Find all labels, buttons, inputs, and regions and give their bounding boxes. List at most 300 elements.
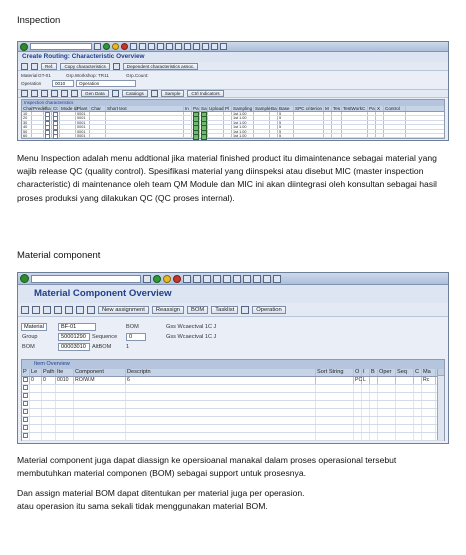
table-cell [90, 112, 106, 115]
new-session-icon[interactable] [193, 43, 200, 50]
exit-icon[interactable] [112, 43, 119, 50]
first-page-icon[interactable] [213, 275, 221, 283]
table-cell [370, 409, 378, 416]
table-cell [324, 112, 332, 115]
application-toolbar [18, 303, 448, 317]
cancel-icon[interactable] [173, 275, 181, 283]
bom-row-label: BOM [22, 344, 35, 350]
table-cell: 1st 1.00 [232, 125, 254, 128]
sort-asc-icon[interactable] [54, 306, 62, 314]
column-header[interactable]: Pa [369, 106, 375, 111]
table-row[interactable] [22, 377, 444, 385]
table-cell [370, 425, 378, 432]
table-cell [354, 401, 362, 408]
column-header[interactable]: I [362, 369, 370, 376]
table-cell [106, 130, 184, 133]
shortcut-icon[interactable] [202, 43, 209, 50]
column-header[interactable]: Descriptn [126, 369, 316, 376]
table-cell [362, 393, 370, 400]
table-cell [294, 121, 324, 124]
table-cell [22, 433, 30, 440]
table-cell [42, 417, 56, 424]
column-header[interactable]: Ma [422, 369, 436, 376]
row-select-checkbox[interactable] [23, 433, 28, 438]
table-cell: 1st 1.00 [232, 116, 254, 119]
row-select-checkbox[interactable] [23, 377, 28, 382]
table-cell [208, 121, 224, 124]
table-cell [294, 134, 324, 137]
insert-icon[interactable] [51, 90, 58, 97]
details-icon[interactable] [71, 90, 78, 97]
column-header[interactable]: Predef [33, 106, 47, 111]
table-cell: 1st 1.00 [232, 134, 254, 137]
table-cell [368, 121, 376, 124]
back-icon[interactable] [153, 275, 161, 283]
bom-text: Gss Wcaectval 1C J [166, 324, 217, 330]
table-cell [354, 433, 362, 440]
table-cell [316, 417, 354, 424]
scroll-up-icon[interactable] [438, 369, 444, 376]
table-row[interactable] [22, 425, 444, 433]
overview-icon[interactable] [21, 306, 29, 314]
table-cell [184, 116, 192, 119]
table-cell [376, 121, 384, 124]
column-header[interactable]: B [370, 369, 378, 376]
table-cell [106, 121, 184, 124]
table-cell [294, 130, 324, 133]
table-cell [378, 401, 396, 408]
table-cell [44, 121, 52, 124]
table-cell [324, 130, 332, 133]
table-cell [192, 121, 200, 124]
column-header[interactable]: Seq [396, 369, 414, 376]
table-cell [324, 134, 332, 137]
table-cell: 5 [278, 130, 294, 133]
table-cell [384, 130, 406, 133]
table-cell: 20 [22, 116, 32, 119]
deselect-icon[interactable] [43, 306, 51, 314]
table-cell [414, 401, 422, 408]
table-cell [192, 112, 200, 115]
component-description-1: Material component juga dapat diassign ke opersioanal manakal dalam proses operasional tersebut membutuhkan material componen (BOM) sebagai support untuk prosesnya. [17, 455, 397, 479]
column-header[interactable]: Short text [106, 106, 184, 111]
column-header[interactable]: O [354, 369, 362, 376]
table-cell [378, 409, 396, 416]
column-header[interactable]: Sample [255, 106, 271, 111]
table-cell [224, 130, 232, 133]
table-cell [376, 125, 384, 128]
operation-icon[interactable] [241, 306, 249, 314]
table-cell [332, 130, 342, 133]
table-cell [90, 121, 106, 124]
sample-icon[interactable] [151, 90, 158, 97]
table-cell [60, 134, 76, 137]
column-header[interactable]: TestWorkC [342, 106, 368, 111]
help-icon[interactable] [273, 275, 281, 283]
table-cell [56, 401, 74, 408]
command-field[interactable] [31, 275, 141, 283]
table-row[interactable] [22, 401, 444, 409]
prev-page-icon[interactable] [223, 275, 231, 283]
save-icon[interactable] [143, 275, 151, 283]
ctrl-indicators-button[interactable]: Ctrl Indicators [187, 90, 223, 97]
copy-characteristics-button[interactable]: Copy characteristics [60, 63, 109, 70]
table-cell [270, 112, 278, 115]
table-cell [22, 377, 30, 384]
table-cell: 0 [30, 377, 42, 384]
table-cell [254, 112, 270, 115]
back-icon[interactable] [103, 43, 110, 50]
table-cell [30, 409, 42, 416]
table-cell: 0001 [76, 130, 90, 133]
sequence-value: 0 [126, 333, 146, 341]
table-cell [74, 425, 126, 432]
table-cell [52, 125, 60, 128]
row-select-checkbox[interactable] [23, 401, 28, 406]
select-all-icon[interactable] [21, 90, 28, 97]
cancel-icon[interactable] [121, 43, 128, 50]
gen-data-button[interactable]: Gen Data [81, 90, 109, 97]
ok-icon[interactable] [20, 43, 28, 51]
table-cell [208, 112, 224, 115]
find-icon[interactable] [193, 275, 201, 283]
group-value: 50001290 [58, 333, 90, 341]
table-cell: 5 [278, 125, 294, 128]
table-cell: 5 [278, 116, 294, 119]
table-cell [396, 393, 414, 400]
application-toolbar [18, 62, 448, 71]
table-cell [52, 134, 60, 137]
table-cell [22, 425, 30, 432]
bom-button[interactable]: BOM [187, 306, 208, 314]
table-cell [316, 377, 354, 384]
table-cell [378, 433, 396, 440]
table-cell [384, 125, 406, 128]
row-select-checkbox[interactable] [23, 393, 28, 398]
first-page-icon[interactable] [157, 43, 164, 50]
dependency-icon[interactable] [113, 63, 120, 70]
table-cell [294, 125, 324, 128]
table-cell [192, 125, 200, 128]
table-cell [324, 121, 332, 124]
prev-object-icon[interactable] [21, 63, 28, 70]
column-header[interactable]: Sa [201, 106, 207, 111]
column-header[interactable]: Sort String [316, 369, 354, 376]
table-cell [52, 130, 60, 133]
table-cell [294, 112, 324, 115]
table-row[interactable] [22, 393, 444, 401]
filter-icon[interactable] [76, 306, 84, 314]
table-cell [316, 433, 354, 440]
group-count-label: Grp.Count: [126, 73, 149, 78]
table-cell [42, 385, 56, 392]
table-cell [90, 134, 106, 137]
table-cell: 0 [42, 377, 56, 384]
column-header[interactable]: Upload [209, 106, 224, 111]
table-cell [22, 401, 30, 408]
column-header[interactable]: Pa [193, 106, 199, 111]
new-session-icon[interactable] [253, 275, 261, 283]
table-cell [378, 393, 396, 400]
sequence-label: Sequence [92, 334, 118, 340]
row-select-checkbox[interactable] [23, 385, 28, 390]
table-cell [224, 116, 232, 119]
table-cell [378, 385, 396, 392]
delete-icon[interactable] [41, 90, 48, 97]
column-header[interactable]: Base [278, 106, 294, 111]
grid-body [22, 112, 444, 138]
column-header[interactable]: Ct [52, 106, 60, 111]
next-page-icon[interactable] [233, 275, 241, 283]
column-header[interactable]: M [324, 106, 332, 111]
table-cell [422, 417, 436, 424]
table-cell [208, 130, 224, 133]
row-select-checkbox[interactable] [23, 409, 28, 414]
table-cell [396, 377, 414, 384]
checkbox[interactable] [45, 134, 50, 139]
table-cell [362, 417, 370, 424]
copy-icon[interactable] [61, 90, 68, 97]
table-cell [32, 112, 44, 115]
table-cell [254, 116, 270, 119]
table-cell [254, 130, 270, 133]
next-object-icon[interactable] [31, 63, 38, 70]
column-header[interactable]: C [414, 369, 422, 376]
table-cell [396, 433, 414, 440]
char-icon[interactable] [201, 134, 207, 140]
ref-button[interactable]: Ref. [41, 63, 57, 70]
detail-toolbar [18, 89, 448, 98]
table-cell [30, 417, 42, 424]
table-cell [106, 112, 184, 115]
table-cell: PC [355, 377, 363, 383]
sample-button[interactable]: Sample [161, 90, 185, 97]
column-header[interactable]: Mode Id [61, 106, 78, 111]
table-cell [342, 125, 368, 128]
help-icon[interactable] [211, 43, 218, 50]
table-cell [44, 112, 52, 115]
table-cell [254, 134, 270, 137]
table-cell [126, 393, 316, 400]
alt-bom-label: AltBOM [92, 344, 112, 350]
table-cell [368, 125, 376, 128]
column-header[interactable]: Tes [333, 106, 341, 111]
char-icon[interactable] [193, 134, 199, 140]
next-page-icon[interactable] [175, 43, 182, 50]
table-cell [30, 425, 42, 432]
column-header[interactable]: P [22, 369, 30, 376]
table-cell [354, 385, 362, 392]
table-cell [184, 130, 192, 133]
table-cell [368, 116, 376, 119]
routing-header [18, 71, 448, 89]
shortcut-icon[interactable] [263, 275, 271, 283]
deselect-icon[interactable] [31, 90, 38, 97]
command-bar [18, 42, 448, 52]
table-cell [56, 393, 74, 400]
table-cell: 5 [278, 121, 294, 124]
table-cell [184, 121, 192, 124]
exit-icon[interactable] [163, 275, 171, 283]
catalog-icon[interactable] [112, 90, 119, 97]
column-header[interactable]: Pl [224, 106, 232, 111]
table-cell [378, 377, 396, 384]
table-cell [414, 377, 422, 384]
operation-button[interactable]: Operation [252, 306, 285, 314]
new-assignment-button[interactable]: New assignment [98, 306, 149, 314]
column-header[interactable]: SPC criterion [295, 106, 323, 111]
table-cell [74, 385, 126, 392]
reassign-button[interactable]: Reassign [152, 306, 184, 314]
column-header[interactable]: Oper [378, 369, 396, 376]
table-cell [354, 425, 362, 432]
table-cell [60, 112, 76, 115]
column-header[interactable]: Ite [56, 369, 74, 376]
operation-label: Operation [21, 81, 42, 86]
table-cell [384, 134, 406, 137]
select-all-icon[interactable] [32, 306, 40, 314]
table-cell [270, 121, 278, 124]
material-label: Material [21, 323, 47, 331]
table-cell [376, 134, 384, 137]
table-cell [208, 134, 224, 137]
column-header[interactable]: Sa [45, 106, 51, 111]
column-header[interactable]: Control [384, 106, 406, 111]
table-cell [370, 393, 378, 400]
table-cell: 0001 [76, 134, 90, 137]
ok-icon[interactable] [20, 274, 29, 283]
grid-caption: Inspection characteristics [22, 100, 444, 106]
section-heading-component: Material component [17, 250, 101, 261]
table-cell [384, 112, 406, 115]
column-header[interactable]: Ba [271, 106, 277, 111]
table-row[interactable] [22, 433, 444, 441]
column-header[interactable]: Path [43, 369, 55, 375]
table-cell [342, 121, 368, 124]
table-cell [44, 116, 52, 119]
table-cell: 30 [22, 121, 32, 124]
row-select-checkbox[interactable] [23, 417, 28, 422]
command-field[interactable] [30, 43, 92, 50]
catalogs-button[interactable]: Catalogs [122, 90, 148, 97]
last-page-icon[interactable] [243, 275, 251, 283]
table-cell [378, 417, 396, 424]
table-cell [354, 409, 362, 416]
print-icon[interactable] [183, 275, 191, 283]
table-cell [30, 401, 42, 408]
group-label: Grp.Workshop: TR11 [66, 73, 109, 78]
table-cell [44, 134, 52, 137]
table-cell: 5 [278, 134, 294, 137]
tasklist-button[interactable]: Tasklist [211, 306, 238, 314]
table-cell [368, 134, 376, 137]
save-icon[interactable] [94, 43, 101, 50]
table-cell [354, 393, 362, 400]
print-icon[interactable] [130, 43, 137, 50]
layout-icon[interactable] [220, 43, 227, 50]
find-icon[interactable] [139, 43, 146, 50]
table-cell [342, 130, 368, 133]
table-cell [42, 425, 56, 432]
row-select-checkbox[interactable] [23, 425, 28, 430]
table-row[interactable] [22, 409, 444, 417]
column-header[interactable]: Le [30, 369, 42, 376]
table-cell [414, 433, 422, 440]
table-cell [126, 433, 316, 440]
find-next-icon[interactable] [148, 43, 155, 50]
table-cell [368, 130, 376, 133]
item-overview-grid [21, 359, 445, 441]
column-header[interactable]: Char [90, 106, 106, 111]
table-cell [332, 116, 342, 119]
table-cell [126, 401, 316, 408]
column-header[interactable]: Component [74, 369, 126, 376]
table-cell [376, 130, 384, 133]
sort-desc-icon[interactable] [65, 306, 73, 314]
column-header[interactable]: Sampling [233, 106, 253, 111]
operation-text: Operation [76, 80, 136, 87]
column-header[interactable]: Char [23, 106, 33, 111]
section-heading-inspection: Inspection [17, 15, 61, 26]
table-cell [56, 433, 74, 440]
table-cell [368, 112, 376, 115]
table-cell [90, 125, 106, 128]
table-cell [200, 130, 208, 133]
table-cell: Rc [422, 377, 436, 384]
table-cell [42, 401, 56, 408]
table-cell [200, 121, 208, 124]
table-cell [30, 393, 42, 400]
table-cell [422, 433, 436, 440]
table-cell [316, 409, 354, 416]
table-cell [422, 409, 436, 416]
table-cell: 60 [22, 134, 32, 137]
column-header[interactable]: In [184, 106, 192, 111]
table-cell [32, 125, 44, 128]
dependent-characteristics-button[interactable]: Dependent characteristics assoc. [123, 63, 199, 70]
table-cell: 50 [22, 130, 32, 133]
table-row[interactable] [22, 417, 444, 425]
bom-label: BOM [126, 324, 139, 330]
last-page-icon[interactable] [184, 43, 191, 50]
column-header[interactable]: X [376, 106, 384, 111]
details-icon[interactable] [87, 306, 95, 314]
table-cell [32, 121, 44, 124]
grid-scrollbar[interactable] [437, 369, 444, 440]
table-cell [200, 112, 208, 115]
prev-page-icon[interactable] [166, 43, 173, 50]
checkbox[interactable] [53, 134, 58, 139]
find-next-icon[interactable] [203, 275, 211, 283]
material-label: Material [21, 73, 38, 78]
table-cell [254, 125, 270, 128]
grid-caption: Item Overview [22, 360, 444, 369]
table-cell [60, 125, 76, 128]
column-header[interactable]: Plant [76, 106, 90, 111]
material-value: BF-01 [58, 323, 96, 331]
table-cell [376, 112, 384, 115]
table-cell [396, 417, 414, 424]
table-cell [184, 125, 192, 128]
table-cell [56, 425, 74, 432]
table-cell [32, 134, 44, 137]
table-row[interactable] [22, 134, 444, 138]
command-bar-2 [18, 273, 448, 285]
table-cell [270, 116, 278, 119]
table-cell: 5 [278, 112, 294, 115]
table-row[interactable] [22, 385, 444, 393]
table-cell [56, 385, 74, 392]
